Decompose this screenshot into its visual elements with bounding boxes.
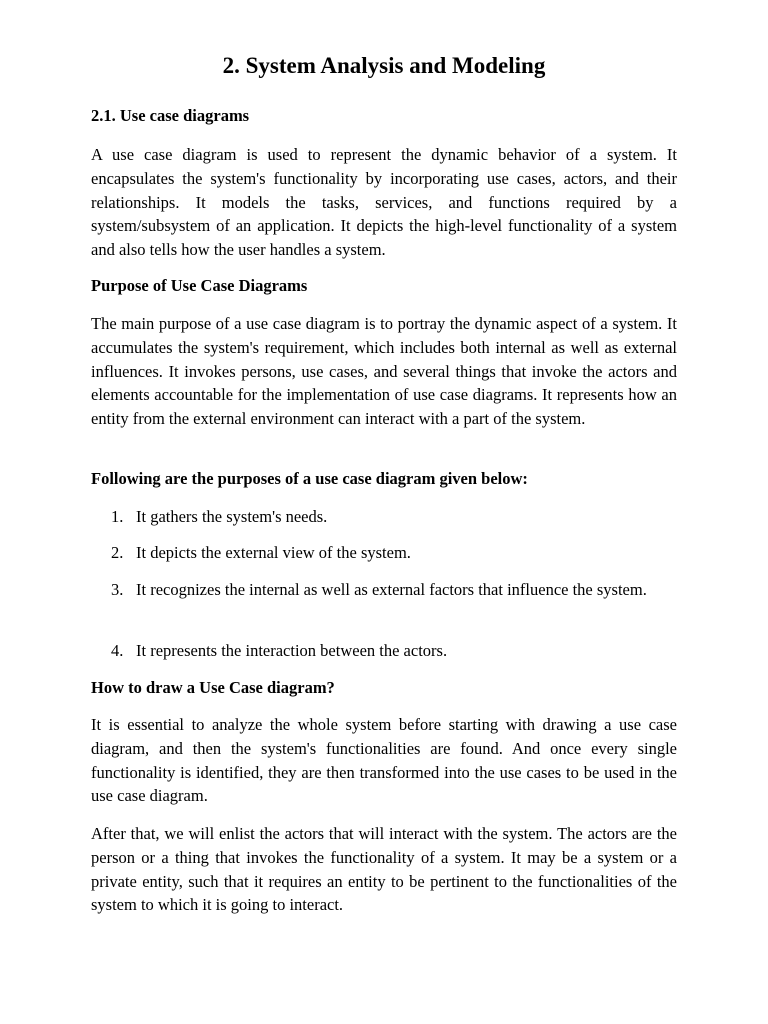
list-item-text: It depicts the external view of the system. <box>136 543 411 562</box>
list-item-number: 1. <box>111 507 124 526</box>
section-heading: 2.1. Use case diagrams <box>91 106 250 125</box>
purpose-paragraph: The main purpose of a use case diagram is to portray the dynamic aspect of a system. It accumulates the system's requirement, which includes both internal as well as external influences. It invokes persons, use cases, and several things that invoke the actors and elements accountable for the implementation of use case diagrams. It represents how an entity from the external environment can interact with a part of the system. <box>91 314 677 429</box>
purposes-list-heading: Following are the purposes of a use case diagram given below: <box>91 469 528 488</box>
list-item-number: 3. <box>111 580 124 599</box>
howto-heading: How to draw a Use Case diagram? <box>91 678 335 697</box>
purpose-heading: Purpose of Use Case Diagrams <box>91 276 308 295</box>
list-item-number: 4. <box>111 641 124 660</box>
list-item-number: 2. <box>111 543 124 562</box>
howto-paragraph-1: It is essential to analyze the whole system before starting with drawing a use case diagram, and then the system's functionalities are found. And once every single functionality is identified, they are then transformed into the use cases to be used in the use case diagram. <box>91 715 677 806</box>
document-title: 2. System Analysis and Modeling <box>222 53 546 78</box>
list-item-text: It represents the interaction between the actors. <box>136 641 448 660</box>
list-item-text: It gathers the system's needs. <box>136 507 328 526</box>
list-item-text: It recognizes the internal as well as external factors that influence the system. <box>136 580 647 599</box>
howto-paragraph-2: After that, we will enlist the actors that will interact with the system. The actors are the person or a thing that invokes the functionality of a system. It may be a system or a private entity, such that it requires an entity to be pertinent to the functionalities of the system to which it is going to interact. <box>91 824 677 915</box>
intro-paragraph: A use case diagram is used to represent the dynamic behavior of a system. It encapsulates the system's functionality by incorporating use cases, actors, and their relationships. It models the tasks, services, and functions required by a system/subsystem of an application. It depicts the high-level functionality of a system and also tells how the user handles a system. <box>91 145 677 260</box>
